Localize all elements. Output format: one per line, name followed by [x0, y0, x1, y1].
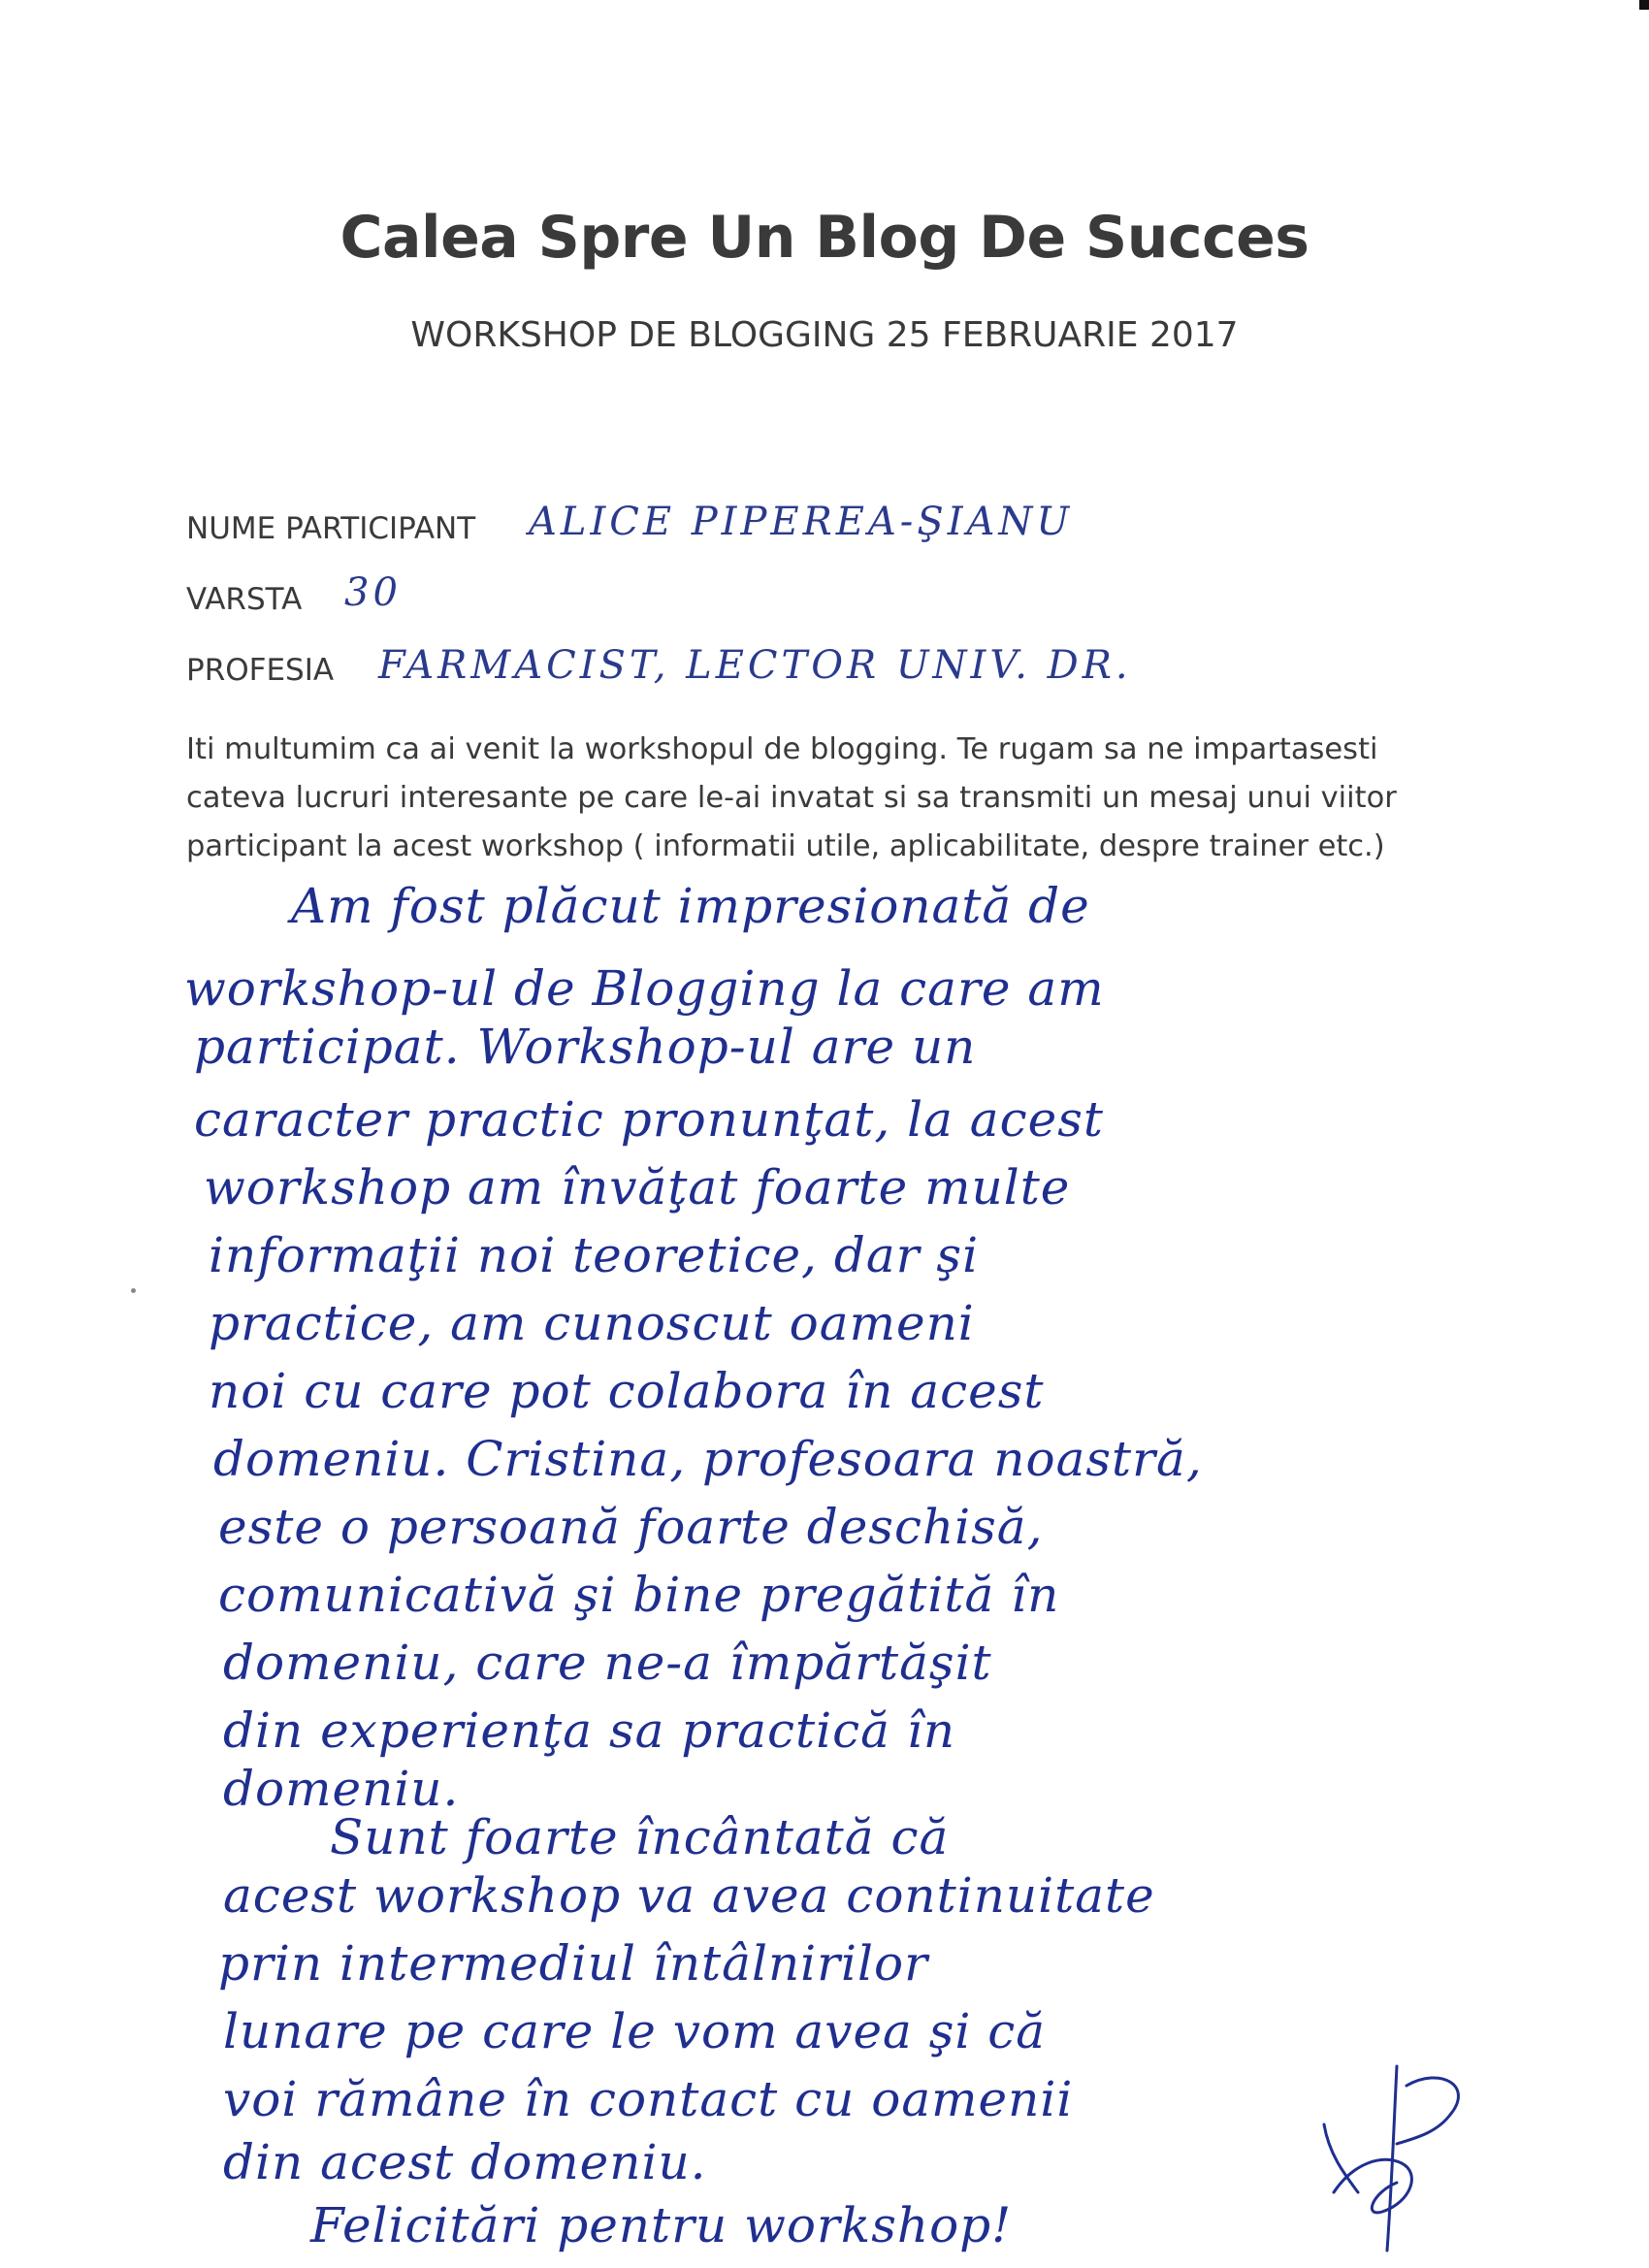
- scan-speck: [131, 1288, 136, 1293]
- name-label: NUME PARTICIPANT: [186, 511, 476, 546]
- form-subtitle: WORKSHOP DE BLOGGING 25 FEBRUARIE 2017: [410, 315, 1239, 355]
- handwritten-line: din experienţa sa practică în: [223, 1702, 956, 1759]
- intro-instructions: Iti multumim ca ai venit la workshopul de blogging. Te rugam sa ne impartasesti cateva lucruri interesante pe care le-ai invatat si sa transmiti un mesaj unui viitor participant la acest workshop ( informatii utile, aplicabilitate, despre trainer etc.): [186, 732, 1397, 863]
- handwritten-line: voi rămâne în contact cu oamenii: [223, 2071, 1074, 2127]
- signature-mark: [1305, 2047, 1479, 2260]
- profession-value: FARMACIST, LECTOR UNIV. DR.: [378, 643, 1132, 688]
- handwritten-line: workshop-ul de Blogging la care am: [184, 960, 1105, 1017]
- handwritten-line: Felicitări pentru workshop!: [310, 2197, 1013, 2253]
- handwritten-line: Am fost plăcut impresionată de: [291, 878, 1090, 934]
- handwritten-line: lunare pe care le vom avea şi că: [223, 2003, 1047, 2059]
- handwritten-line: Sunt foarte încântată că: [330, 1809, 950, 1865]
- scan-corner-mark: [1639, 0, 1649, 10]
- handwritten-line: comunicativă şi bine pregătită în: [218, 1567, 1060, 1623]
- profession-label: PROFESIA: [186, 653, 335, 688]
- handwritten-line: noi cu care pot colabora în acest: [209, 1363, 1045, 1419]
- form-title: Calea Spre Un Blog De Succes: [340, 204, 1310, 272]
- handwritten-line: domeniu.: [223, 1761, 460, 1817]
- handwritten-line: participat. Workshop-ul are un: [194, 1019, 977, 1075]
- handwritten-line: din acest domeniu.: [223, 2134, 707, 2190]
- handwritten-line: workshop am învăţat foarte multe: [204, 1159, 1071, 1215]
- handwritten-line: domeniu. Cristina, profesoara noastră,: [213, 1431, 1203, 1487]
- handwritten-line: prin intermediul întâlnirilor: [218, 1935, 929, 1992]
- handwritten-line: este o persoană foarte deschisă,: [218, 1499, 1044, 1555]
- handwritten-line: practice, am cunoscut oameni: [209, 1295, 975, 1351]
- handwritten-line: domeniu, care ne-a împărtăşit: [223, 1635, 992, 1691]
- name-value: ALICE PIPEREA-ŞIANU: [529, 500, 1074, 544]
- age-label: VARSTA: [186, 582, 303, 617]
- handwritten-line: acest workshop va avea continuitate: [223, 1867, 1155, 1924]
- age-value: 30: [344, 570, 402, 615]
- handwritten-line: informaţii noi teoretice, dar şi: [209, 1227, 980, 1283]
- handwritten-line: caracter practic pronunţat, la acest: [194, 1091, 1104, 1148]
